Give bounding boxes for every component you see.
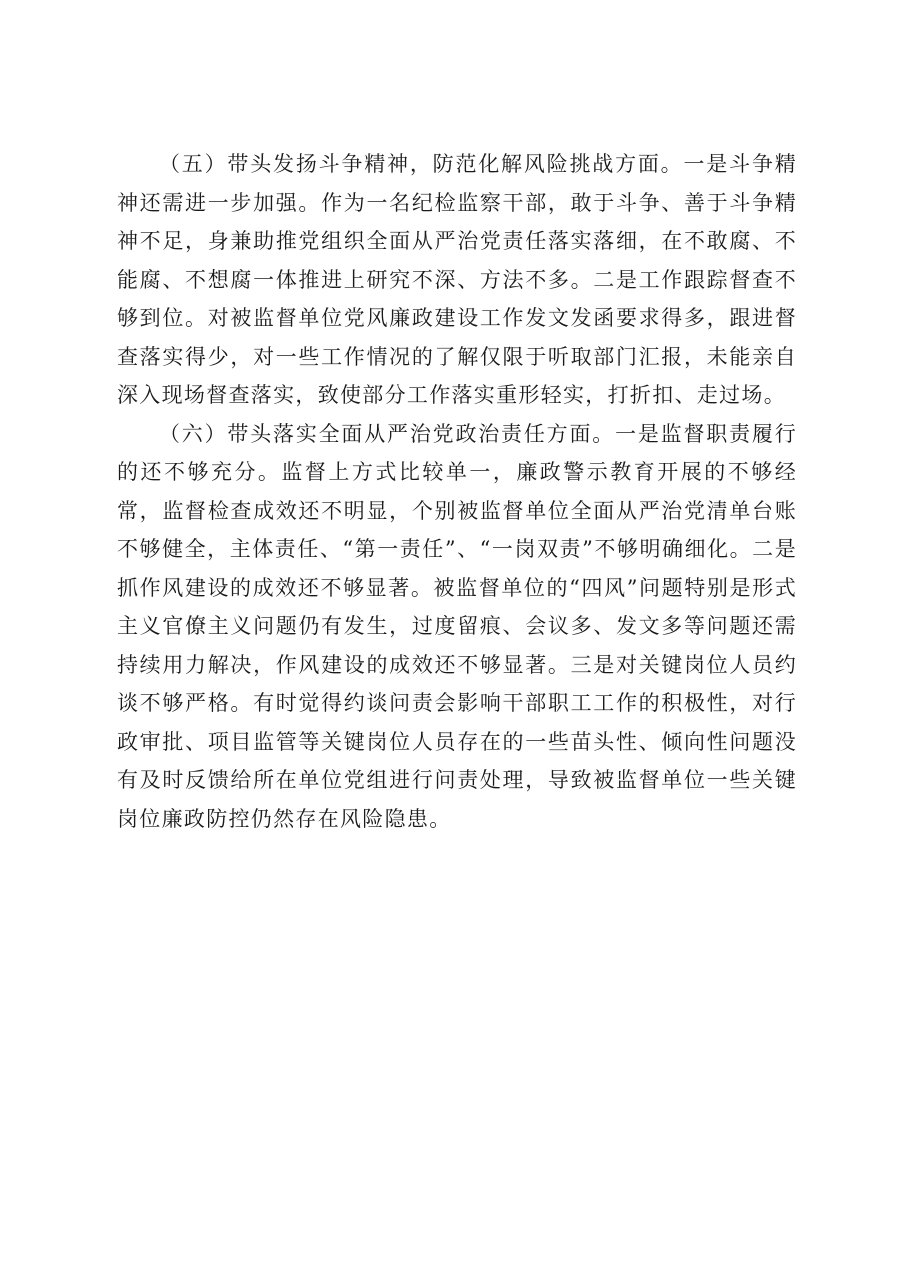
paragraph-section-five: （五）带头发扬斗争精神，防范化解风险挑战方面。一是斗争精神还需进一步加强。作为一名纪检监察干部，敢于斗争、善于斗争精神不足，身兼助推党组织全面从严治党责任落实落细，在不敢腐、不能腐、不想腐一体推进上研究不深、方法不多。二是工作跟踪督查不够到位。对被监督单位党风廉政建设工作发文发函要求得多，跟进督查落实得少，对一些工作情况的了解仅限于听取部门汇报，未能亲自深入现场督查落实，致使部分工作落实重形轻实，打折扣、走过场。 (117, 152, 797, 407)
document-body (117, 145, 797, 838)
paragraph-section-six: （六）带头落实全面从严治党政治责任方面。一是监督职责履行的还不够充分。监督上方式比较单一，廉政警示教育开展的不够经常，监督检查成效还不明显，个别被监督单位全面从严治党清单台账不够健全，主体责任、“第一责任”、“一岗双责”不够明确细化。二是抓作风建设的成效还不够显著。被监督单位的“四风”问题特别是形式主义官僚主义问题仍有发生，过度留痕、会议多、发文多等问题还需持续用力解决，作风建设的成效还不够显著。三是对关键岗位人员约谈不够严格。有时觉得约谈问责会影响干部职工工作的积极性，对行政审批、项目监管等关键岗位人员存在的一些苗头性、倾向性问题没有及时反馈给所在单位党组进行问责处理，导致被监督单位一些关键岗位廉政防控仍然存在风险隐患。 (117, 421, 797, 831)
